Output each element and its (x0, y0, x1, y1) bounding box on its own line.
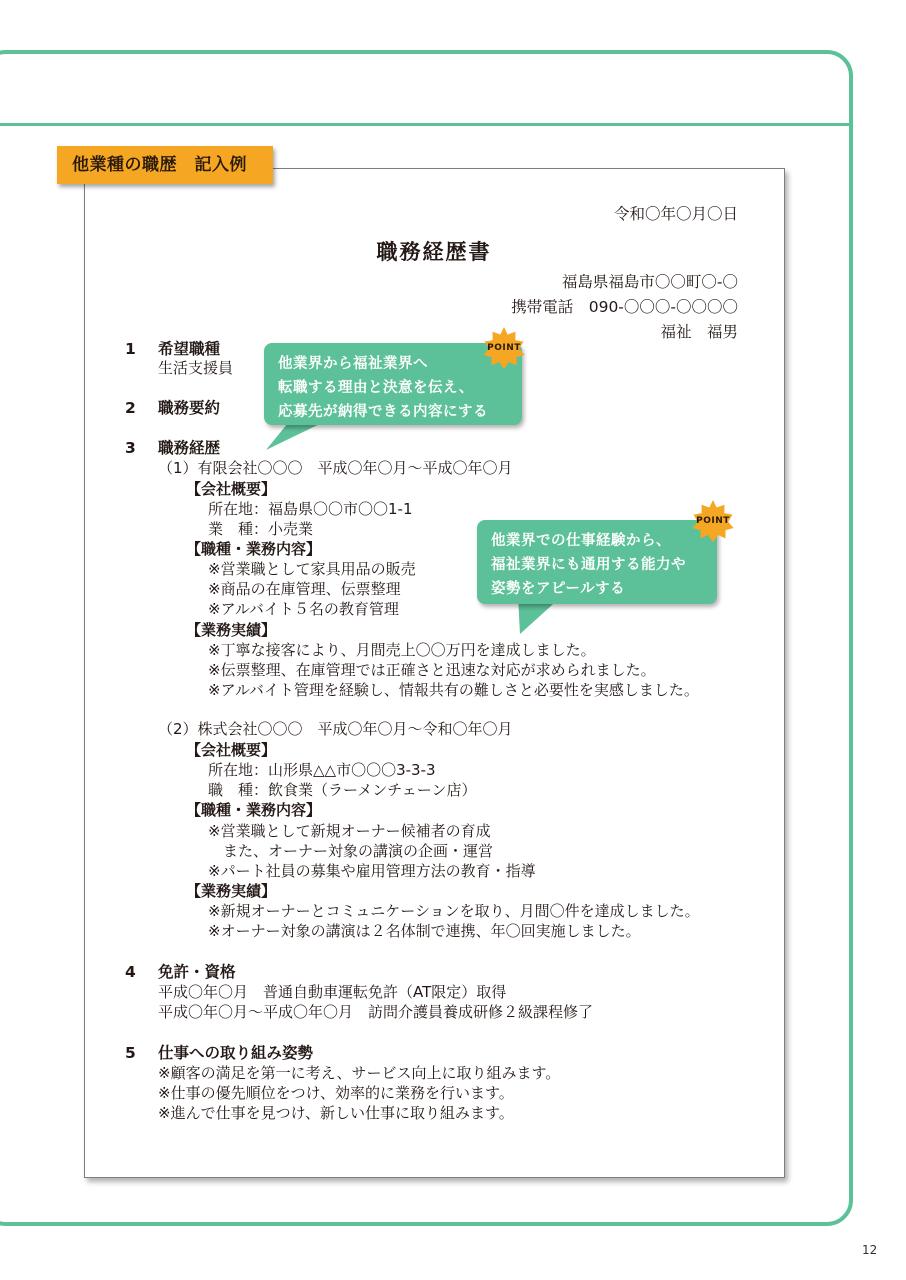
attitude-item: ※顧客の満足を第一に考え、サービス向上に取り組みます。 (158, 1064, 561, 1082)
duties-label: 【職種・業務内容】 (186, 801, 322, 819)
company-overview-label: 【会社概要】 (186, 480, 277, 498)
section-title-summary: 職務要約 (158, 399, 221, 417)
attitude-item: ※仕事の優先順位をつけ、効率的に業務を行います。 (158, 1084, 514, 1102)
duties-label: 【職種・業務内容】 (186, 540, 322, 558)
applicant-address: 福島県福島市〇〇町〇-〇 (561, 273, 738, 291)
license-item: 平成〇年〇月 普通自動車運転免許（AT限定）取得 (158, 983, 507, 1001)
section-title-career: 職務経歴 (158, 439, 221, 457)
section-number: 3 (125, 439, 136, 457)
career-heading: （1）有限会社〇〇〇 平成〇年〇月～平成〇年〇月 (158, 459, 513, 477)
result-item: ※アルバイト管理を経験し、情報共有の難しさと必要性を実感しました。 (208, 681, 699, 699)
results-label: 【業務実績】 (186, 621, 277, 639)
duty-item: ※営業職として新規オーナー候補者の育成 (208, 822, 491, 840)
header-divider (0, 123, 852, 126)
duty-item: ※営業職として家具用品の販売 (208, 560, 416, 578)
result-item: ※伝票整理、在庫管理では正確さと迅速な対応が求められました。 (208, 661, 656, 679)
duty-item: ※アルバイト５名の教育管理 (208, 600, 399, 618)
company-overview-label: 【会社概要】 (186, 741, 277, 759)
document-date: 令和〇年〇月〇日 (613, 205, 738, 223)
section-number: 2 (125, 399, 136, 417)
point-badge-1 (482, 326, 526, 370)
applicant-phone: 携帯電話 090-〇〇〇-〇〇〇〇 (511, 298, 738, 316)
point-callout-2: 他業界での仕事経験から、 福祉業界にも通用する能力や 姿勢をアピールする (477, 520, 717, 604)
point-badge-2 (691, 499, 735, 543)
page-number: 12 (862, 1243, 878, 1257)
company-line: 所在地：山形県△△市〇〇〇3-3-3 (208, 761, 436, 779)
section-title-attitude: 仕事への取り組み姿勢 (158, 1044, 314, 1062)
company-line: 所在地：福島県〇〇市〇〇1-1 (208, 500, 413, 518)
license-item: 平成〇年〇月～平成〇年〇月 訪問介護員養成研修２級課程修了 (158, 1003, 594, 1021)
section-title-licenses: 免許・資格 (158, 963, 236, 981)
section-title-desired-job: 希望職種 (158, 340, 221, 358)
point-badge-label: POINT (696, 516, 730, 526)
result-item: ※オーナー対象の講演は２名体制で連携、年〇回実施しました。 (208, 922, 641, 940)
desired-job-value: 生活支援員 (158, 359, 234, 377)
section-number: 1 (125, 340, 136, 358)
duty-item: ※パート社員の募集や雇用管理方法の教育・指導 (208, 862, 536, 880)
results-label: 【業務実績】 (186, 882, 277, 900)
result-item: ※新規オーナーとコミュニケーションを取り、月間〇件を達成しました。 (208, 902, 700, 920)
point-badge-label: POINT (487, 343, 521, 353)
result-item: ※丁寧な接客により、月間売上〇〇万円を達成しました。 (208, 641, 596, 659)
attitude-item: ※進んで仕事を見つけ、新しい仕事に取り組みます。 (158, 1104, 514, 1122)
section-number: 5 (125, 1044, 136, 1062)
example-tab-label: 他業種の職歴 記入例 (57, 146, 273, 184)
duty-item: また、オーナー対象の講演の企画・運営 (208, 842, 494, 860)
document-title: 職務経歴書 (376, 240, 492, 264)
point-callout-1: 他業界から福祉業界へ 転職する理由と決意を伝え、 応募先が納得できる内容にする (264, 343, 522, 425)
duty-item: ※商品の在庫管理、伝票整理 (208, 580, 401, 598)
applicant-name: 福祉 福男 (660, 323, 738, 341)
section-number: 4 (125, 963, 136, 981)
career-heading: （2）株式会社〇〇〇 平成〇年〇月～令和〇年〇月 (158, 720, 513, 738)
company-line: 業 種：小売業 (208, 520, 314, 538)
company-line: 職 種：飲食業（ラーメンチェーン店） (208, 781, 477, 799)
